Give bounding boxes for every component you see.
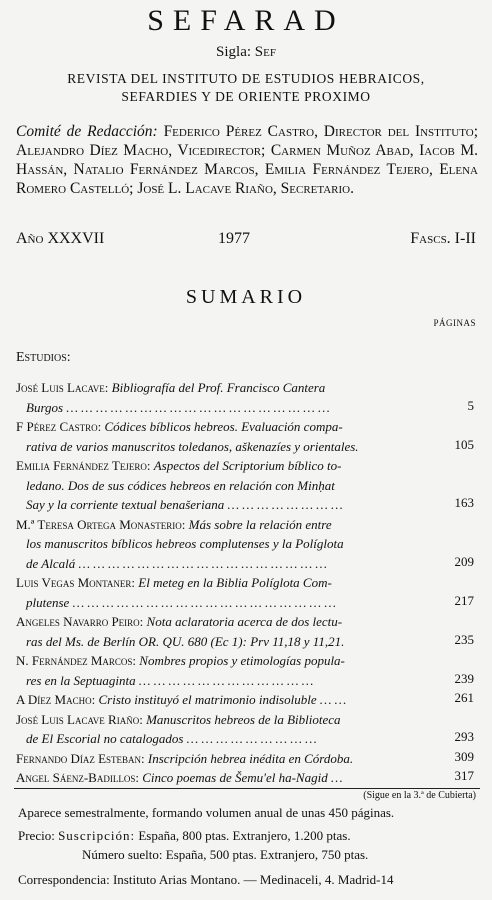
entry-author: José Luis Lacave Riaño:: [16, 711, 143, 727]
entry-page: 163: [454, 495, 474, 510]
subscription-label: Suscripción:: [58, 828, 136, 843]
entry-author: A Díez Macho:: [16, 692, 96, 707]
pages-column-label: PÁGINAS: [433, 318, 476, 328]
single-issue-line: [18, 845, 488, 864]
entry-author: F Pérez Castro:: [16, 419, 102, 434]
toc-entry-10: [16, 749, 434, 769]
entry-page: 5: [467, 397, 474, 413]
entry-title: Manuscritos hebreos de la Biblioteca: [146, 711, 341, 727]
entry-title: Inscripción hebrea inédita en Córdoba.: [147, 750, 354, 766]
entry-title-cont: plutense … … … … … … … … … … … … … … … … … …: [26, 594, 336, 610]
correspondence-line: [18, 872, 488, 888]
entry-page: 309: [454, 748, 474, 764]
issue-year: 1977: [218, 230, 250, 247]
sigla-value: Sef: [254, 44, 276, 60]
editorial-committee: [16, 122, 478, 198]
entry-page: 293: [454, 729, 474, 744]
entry-title: Bibliografía del Prof. Francisco Cantera: [111, 380, 326, 395]
single-issue-label: Número suelto:: [82, 847, 163, 862]
entry-title-cont: de Alcalá … … … … … … … … … … … … … … … … …: [26, 555, 327, 571]
section-heading: Estudios:: [16, 350, 71, 365]
entry-title-cont: Say y la corriente textual benašeriana … … … … … … … …: [26, 497, 343, 512]
toc-entry-3: [16, 456, 434, 515]
publication-note: Aparece semestralmente, formando volumen anual de unas 450 páginas.: [18, 805, 395, 820]
sigla-line: [0, 44, 492, 61]
toc-entry-4: [16, 515, 434, 574]
entry-title-cont: Burgos … … … … … … … … … … … … … … … … … …: [26, 399, 330, 415]
entry-page: 317: [454, 768, 474, 783]
correspondence-address: Instituto Arias Montano. — Medinaceli, 4. Madrid-14: [112, 872, 394, 887]
entry-author: Fernando Díaz Esteban:: [16, 750, 145, 766]
entry-author: N. Fernández Marcos:: [16, 653, 137, 668]
entry-title-cont: res en la Septuaginta … … … … … … … … … … … …: [26, 672, 314, 688]
toc-entry-6: [16, 612, 434, 651]
entry-page: 105: [454, 436, 474, 452]
divider-line: [14, 788, 480, 789]
committee-label: Comité de Redacción:: [16, 123, 158, 140]
price-block: [18, 826, 488, 864]
entry-title: Aspectos del Scriptorium bíblico to-: [153, 458, 342, 473]
entry-page: 235: [454, 631, 474, 647]
entry-title: Nombres propios y etimologías popula-: [139, 653, 345, 668]
entry-title-cont: los manuscritos bíblicos hebreos complutenses y la Políglota: [26, 536, 344, 551]
entry-author: Angeles Navarro Peiro:: [16, 614, 144, 629]
correspondence-label: Correspondencia:: [18, 872, 110, 887]
subscription-value: España, 800 ptas. Extranjero, 1.200 ptas.: [138, 828, 351, 843]
issue-fascicles: Fascs. I-II: [410, 230, 476, 247]
entry-page: 217: [454, 592, 474, 608]
single-issue-value: España, 500 ptas. Extranjero, 750 ptas.: [165, 847, 369, 862]
subscription-line: [18, 826, 488, 845]
toc-entry-7: [16, 651, 434, 690]
toc-entry-9: [16, 710, 434, 749]
entry-title: Más sobre la relación entre: [188, 516, 332, 532]
entry-title-cont: de El Escorial no catalogados … … … … … … … … …: [26, 731, 317, 746]
toc-entry-2: [16, 417, 434, 456]
sigla-label: Sigla:: [216, 44, 252, 60]
journal-subtitle: [0, 70, 492, 106]
committee-members: Federico Pérez Castro, Director del Instituto; Alejandro Díez Macho, Vicedirector; Carmen Muñoz Abad, Iacob M. Hassán, Natalio Fernández Marcos, Emilia Fernández Tejero, Elena Romero Castelló; José L. Lacave Riaño, Secretario.: [16, 123, 478, 197]
entry-title: Cristo instituyó el matrimonio indisoluble … …: [98, 692, 347, 707]
toc-entry-1: [16, 378, 434, 417]
toc-entry-8: [16, 690, 434, 710]
toc-entry-5: [16, 573, 434, 612]
price-label: Precio:: [18, 828, 55, 843]
journal-title: SEFARAD: [147, 4, 345, 37]
toc-entry-11: [16, 768, 434, 788]
subtitle-line-1: REVISTA DEL INSTITUTO DE ESTUDIOS HEBRAICOS,: [67, 71, 425, 86]
entry-title: Cinco poemas de Šemu'el ha-Nagid …: [142, 770, 343, 785]
entry-title: Nota aclaratoria acerca de dos lectu-: [146, 614, 343, 629]
contents-heading: SUMARIO: [185, 286, 307, 308]
entry-title-cont: ras del Ms. de Berlín OR. QU. 680 (Ec 1): Prv 11,18 y 11,21.: [26, 633, 345, 649]
entry-title-cont: rativa de varios manuscritos toledanos, aškenazíes y orientales.: [26, 438, 359, 454]
entry-author: Angel Sáenz-Badillos:: [16, 770, 143, 785]
continued-note: (Sigue en la 3.ª de Cubierta): [363, 790, 476, 801]
entry-page: 261: [454, 690, 474, 705]
entry-author: Emilia Fernández Tejero:: [16, 458, 151, 473]
entry-title-cont: ledano. Dos de sus códices hebreos en relación con Minḥat: [26, 477, 335, 493]
entry-author: Luis Vegas Montaner:: [16, 575, 136, 590]
entry-author: M.ª Teresa Ortega Monasterio:: [16, 516, 186, 532]
subtitle-line-2: SEFARDIES Y DE ORIENTE PROXIMO: [121, 89, 371, 104]
entry-page: 239: [454, 670, 474, 686]
entry-author: José Luis Lacave:: [16, 380, 109, 395]
issue-volume: Año XXXVII: [16, 230, 105, 247]
entry-title: El meteg en la Biblia Políglota Com-: [138, 575, 332, 590]
entry-title: Códices bíblicos hebreos. Evaluación compa-: [104, 419, 343, 434]
entry-page: 209: [454, 553, 474, 569]
